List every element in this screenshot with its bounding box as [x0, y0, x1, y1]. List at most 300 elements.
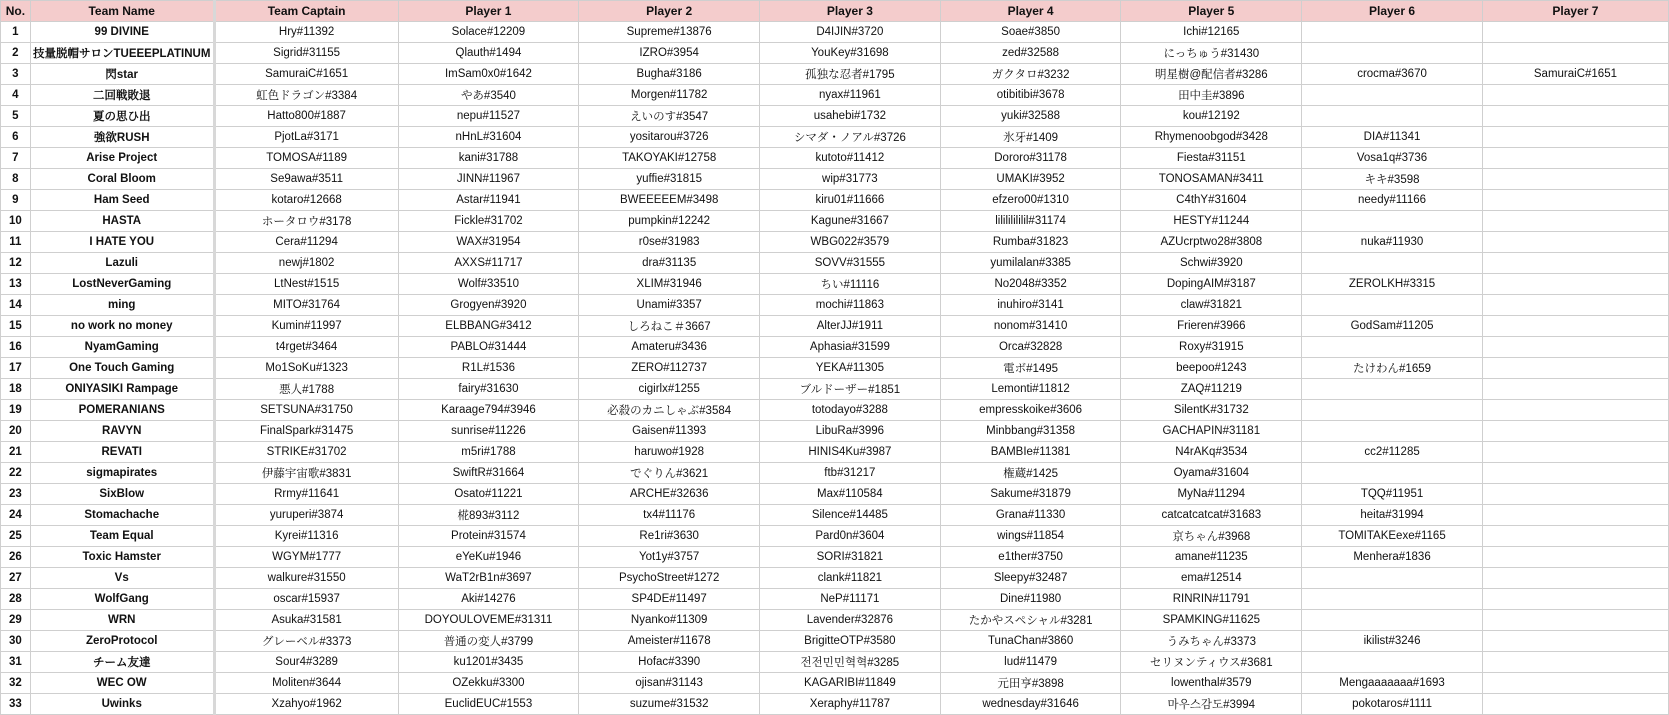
row-number: 7 [1, 148, 31, 169]
player-cell: 元田亨#3898 [940, 673, 1121, 694]
player-cell: Kagune#31667 [760, 211, 941, 232]
captain-cell: SETSUNA#31750 [214, 400, 398, 421]
row-number: 3 [1, 64, 31, 85]
player-cell [1302, 85, 1483, 106]
captain-cell: oscar#15937 [214, 589, 398, 610]
player-cell [1302, 295, 1483, 316]
player-cell: WBG022#3579 [760, 232, 941, 253]
player-cell [1302, 463, 1483, 484]
player-cell: Dororo#31178 [940, 148, 1121, 169]
player-cell: Gaisen#11393 [579, 421, 760, 442]
player-cell [1302, 211, 1483, 232]
player-cell: AlterJJ#1911 [760, 316, 941, 337]
column-header: Player 2 [579, 1, 760, 22]
player-cell: amane#11235 [1121, 547, 1302, 568]
player-cell [1482, 484, 1668, 505]
captain-cell: グレーベル#3373 [214, 631, 398, 652]
captain-cell: Moliten#3644 [214, 673, 398, 694]
team-name-cell: no work no money [30, 316, 214, 337]
captain-cell: Kyrei#11316 [214, 526, 398, 547]
player-cell: N4rAKq#3534 [1121, 442, 1302, 463]
team-name-cell: Toxic Hamster [30, 547, 214, 568]
player-cell: inuhiro#3141 [940, 295, 1121, 316]
team-name-cell: 99 DIVINE [30, 22, 214, 43]
player-cell [1482, 316, 1668, 337]
row-number: 33 [1, 694, 31, 715]
table-row [1, 379, 1669, 400]
table-row [1, 358, 1669, 379]
player-cell: 孤独な忍者#1795 [760, 64, 941, 85]
team-name-cell: 技量脱帽サロンTUEEEPLATINUM [30, 43, 214, 64]
player-cell [1482, 232, 1668, 253]
player-cell: dra#31135 [579, 253, 760, 274]
team-name-cell: チーム友達 [30, 652, 214, 673]
player-cell: WAX#31954 [398, 232, 579, 253]
player-cell: cc2#11285 [1302, 442, 1483, 463]
player-cell: pumpkin#12242 [579, 211, 760, 232]
table-row [1, 400, 1669, 421]
player-cell: DIA#11341 [1302, 127, 1483, 148]
player-cell: LibuRa#3996 [760, 421, 941, 442]
captain-cell: t4rget#3464 [214, 337, 398, 358]
player-cell: Lemonti#11812 [940, 379, 1121, 400]
captain-cell: Xzahyo#1962 [214, 694, 398, 715]
player-cell: ELBBANG#3412 [398, 316, 579, 337]
column-header: Player 6 [1302, 1, 1483, 22]
column-header: Player 7 [1482, 1, 1668, 22]
player-cell: ARCHE#32636 [579, 484, 760, 505]
player-cell: EuclidEUC#1553 [398, 694, 579, 715]
player-cell: eYeKu#1946 [398, 547, 579, 568]
captain-cell: yuruperi#3874 [214, 505, 398, 526]
player-cell: ftb#31217 [760, 463, 941, 484]
captain-cell: Hry#11392 [214, 22, 398, 43]
player-cell [1482, 22, 1668, 43]
player-cell: C4thY#31604 [1121, 190, 1302, 211]
player-cell: nonom#31410 [940, 316, 1121, 337]
player-cell [1482, 379, 1668, 400]
table-body [1, 22, 1669, 715]
column-header: No. [1, 1, 31, 22]
captain-cell: Sour4#3289 [214, 652, 398, 673]
player-cell: AZUcrptwo28#3808 [1121, 232, 1302, 253]
table-row [1, 274, 1669, 295]
player-cell: ZERO#112737 [579, 358, 760, 379]
captain-cell: ホータロウ#3178 [214, 211, 398, 232]
player-cell: suzume#31532 [579, 694, 760, 715]
player-cell: 普通の変人#3799 [398, 631, 579, 652]
player-cell [1482, 463, 1668, 484]
table-row [1, 295, 1669, 316]
player-cell: m5ri#1788 [398, 442, 579, 463]
player-cell: kou#12192 [1121, 106, 1302, 127]
captain-cell: Cera#11294 [214, 232, 398, 253]
player-cell [1482, 673, 1668, 694]
player-cell [1482, 43, 1668, 64]
player-cell [1482, 400, 1668, 421]
player-cell: crocma#3670 [1302, 64, 1483, 85]
row-number: 9 [1, 190, 31, 211]
player-cell: 田中圭#3896 [1121, 85, 1302, 106]
player-cell: ZEROLKH#3315 [1302, 274, 1483, 295]
player-cell [1302, 106, 1483, 127]
player-cell [1482, 589, 1668, 610]
team-name-cell: Arise Project [30, 148, 214, 169]
table-row [1, 505, 1669, 526]
player-cell: RINRIN#11791 [1121, 589, 1302, 610]
player-cell: zed#32588 [940, 43, 1121, 64]
team-name-cell: sigmapirates [30, 463, 214, 484]
captain-cell: SamuraiC#1651 [214, 64, 398, 85]
player-cell: Fickle#31702 [398, 211, 579, 232]
player-cell: Aki#14276 [398, 589, 579, 610]
table-row [1, 211, 1669, 232]
player-cell: yuffie#31815 [579, 169, 760, 190]
player-cell: nepu#11527 [398, 106, 579, 127]
column-header: Team Captain [214, 1, 398, 22]
player-cell: ojisan#31143 [579, 673, 760, 694]
team-name-cell: Uwinks [30, 694, 214, 715]
player-cell: 氷牙#1409 [940, 127, 1121, 148]
player-cell: e1ther#3750 [940, 547, 1121, 568]
player-cell [1482, 190, 1668, 211]
player-cell: mochi#11863 [760, 295, 941, 316]
player-cell: wip#31773 [760, 169, 941, 190]
player-cell: シマダ・ノアル#3726 [760, 127, 941, 148]
table-row [1, 232, 1669, 253]
player-cell [1302, 589, 1483, 610]
captain-cell: Kumin#11997 [214, 316, 398, 337]
player-cell [1482, 694, 1668, 715]
table-row [1, 631, 1669, 652]
player-cell: TONOSAMAN#3411 [1121, 169, 1302, 190]
captain-cell: Se9awa#3511 [214, 169, 398, 190]
captain-cell: 悪人#1788 [214, 379, 398, 400]
player-cell [1302, 568, 1483, 589]
player-cell: R1L#1536 [398, 358, 579, 379]
player-cell: YouKey#31698 [760, 43, 941, 64]
team-name-cell: WRN [30, 610, 214, 631]
team-name-cell: 強欲RUSH [30, 127, 214, 148]
team-name-cell: Coral Bloom [30, 169, 214, 190]
row-number: 14 [1, 295, 31, 316]
player-cell: lowenthal#3579 [1121, 673, 1302, 694]
player-cell [1302, 652, 1483, 673]
player-cell: kani#31788 [398, 148, 579, 169]
player-cell: heita#31994 [1302, 505, 1483, 526]
team-name-cell: LostNeverGaming [30, 274, 214, 295]
captain-cell: TOMOSA#1189 [214, 148, 398, 169]
player-cell: TunaChan#3860 [940, 631, 1121, 652]
player-cell: Rhymenoobgod#3428 [1121, 127, 1302, 148]
team-name-cell: NyamGaming [30, 337, 214, 358]
player-cell: haruwo#1928 [579, 442, 760, 463]
player-cell: fairy#31630 [398, 379, 579, 400]
player-cell: KAGARIBI#11849 [760, 673, 941, 694]
row-number: 20 [1, 421, 31, 442]
team-name-cell: Team Equal [30, 526, 214, 547]
row-number: 26 [1, 547, 31, 568]
player-cell: Max#110584 [760, 484, 941, 505]
player-cell [1482, 505, 1668, 526]
row-number: 17 [1, 358, 31, 379]
row-number: 28 [1, 589, 31, 610]
captain-cell: PjotLa#3171 [214, 127, 398, 148]
player-cell: Dine#11980 [940, 589, 1121, 610]
player-cell: GACHAPIN#31181 [1121, 421, 1302, 442]
player-cell: Silence#14485 [760, 505, 941, 526]
player-cell: Ichi#12165 [1121, 22, 1302, 43]
player-cell: Vosa1q#3736 [1302, 148, 1483, 169]
table-row [1, 316, 1669, 337]
player-cell: Roxy#31915 [1121, 337, 1302, 358]
player-cell: PsychoStreet#1272 [579, 568, 760, 589]
player-cell: Lavender#32876 [760, 610, 941, 631]
player-cell: Unami#3357 [579, 295, 760, 316]
player-cell: usahebi#1732 [760, 106, 941, 127]
table-row [1, 148, 1669, 169]
player-cell: Aphasia#31599 [760, 337, 941, 358]
table-row [1, 421, 1669, 442]
player-cell: Solace#12209 [398, 22, 579, 43]
captain-cell: Rrmy#11641 [214, 484, 398, 505]
player-cell: sunrise#11226 [398, 421, 579, 442]
captain-cell: MITO#31764 [214, 295, 398, 316]
player-cell [1482, 169, 1668, 190]
captain-cell: Sigrid#31155 [214, 43, 398, 64]
player-cell: 마우스감도#3994 [1121, 694, 1302, 715]
player-cell [1302, 337, 1483, 358]
player-cell [1482, 106, 1668, 127]
player-cell: TOMITAKEexe#1165 [1302, 526, 1483, 547]
player-cell: Protein#31574 [398, 526, 579, 547]
player-cell: IZRO#3954 [579, 43, 760, 64]
player-cell: Hofac#3390 [579, 652, 760, 673]
player-cell: Wolf#33510 [398, 274, 579, 295]
player-cell: ちい#11116 [760, 274, 941, 295]
player-cell: YEKA#11305 [760, 358, 941, 379]
player-cell: nHnL#31604 [398, 127, 579, 148]
player-cell [1482, 358, 1668, 379]
player-cell: GodSam#11205 [1302, 316, 1483, 337]
team-name-cell: SixBlow [30, 484, 214, 505]
player-cell: Nyanko#11309 [579, 610, 760, 631]
captain-cell: Hatto800#1887 [214, 106, 398, 127]
player-cell: Astar#11941 [398, 190, 579, 211]
team-name-cell: Lazuli [30, 253, 214, 274]
player-cell: Morgen#11782 [579, 85, 760, 106]
row-number: 2 [1, 43, 31, 64]
player-cell [1482, 337, 1668, 358]
player-cell: Mengaaaaaaa#1693 [1302, 673, 1483, 694]
captain-cell: kotaro#12668 [214, 190, 398, 211]
player-cell: 明星樹@配信者#3286 [1121, 64, 1302, 85]
team-name-cell: 二回戦敗退 [30, 85, 214, 106]
row-number: 6 [1, 127, 31, 148]
player-cell: efzero00#1310 [940, 190, 1121, 211]
player-cell: PABLO#31444 [398, 337, 579, 358]
player-cell: ガクタロ#3232 [940, 64, 1121, 85]
player-cell [1482, 295, 1668, 316]
table-row [1, 610, 1669, 631]
captain-cell: Mo1SoKu#1323 [214, 358, 398, 379]
row-number: 10 [1, 211, 31, 232]
player-cell: 椛893#3112 [398, 505, 579, 526]
team-name-cell: 閃star [30, 64, 214, 85]
player-cell [1482, 568, 1668, 589]
player-cell: DOYOULOVEME#31311 [398, 610, 579, 631]
player-cell: Bugha#3186 [579, 64, 760, 85]
player-cell: ZAQ#11219 [1121, 379, 1302, 400]
player-cell: たけわん#1659 [1302, 358, 1483, 379]
player-cell: Fiesta#31151 [1121, 148, 1302, 169]
team-name-cell: ONIYASIKI Rampage [30, 379, 214, 400]
player-cell: HINIS4Ku#3987 [760, 442, 941, 463]
table-row [1, 85, 1669, 106]
player-cell: AXXS#11717 [398, 253, 579, 274]
player-cell [1302, 379, 1483, 400]
player-cell: clank#11821 [760, 568, 941, 589]
player-cell: Sakume#31879 [940, 484, 1121, 505]
team-name-cell: ZeroProtocol [30, 631, 214, 652]
row-number: 18 [1, 379, 31, 400]
row-number: 24 [1, 505, 31, 526]
player-cell: Menhera#1836 [1302, 547, 1483, 568]
player-cell: にっちゅう#31430 [1121, 43, 1302, 64]
player-cell [1482, 526, 1668, 547]
table-row [1, 547, 1669, 568]
row-number: 23 [1, 484, 31, 505]
row-number: 12 [1, 253, 31, 274]
row-number: 4 [1, 85, 31, 106]
column-header: Player 5 [1121, 1, 1302, 22]
player-cell: しろねこ＃3667 [579, 316, 760, 337]
player-cell: SilentK#31732 [1121, 400, 1302, 421]
table-row [1, 526, 1669, 547]
team-name-cell: WolfGang [30, 589, 214, 610]
row-number: 25 [1, 526, 31, 547]
player-cell: NeP#11171 [760, 589, 941, 610]
row-number: 21 [1, 442, 31, 463]
row-number: 11 [1, 232, 31, 253]
player-cell: 전전민민혁혁#3285 [760, 652, 941, 673]
row-number: 27 [1, 568, 31, 589]
table-row [1, 337, 1669, 358]
row-number: 13 [1, 274, 31, 295]
player-cell: needy#11166 [1302, 190, 1483, 211]
player-cell: ema#12514 [1121, 568, 1302, 589]
team-name-cell: RAVYN [30, 421, 214, 442]
team-name-cell: I HATE YOU [30, 232, 214, 253]
row-number: 19 [1, 400, 31, 421]
player-cell: Grana#11330 [940, 505, 1121, 526]
team-name-cell: POMERANIANS [30, 400, 214, 421]
player-cell: SP4DE#11497 [579, 589, 760, 610]
player-cell: 権蔵#1425 [940, 463, 1121, 484]
player-cell: Rumba#31823 [940, 232, 1121, 253]
player-cell: TQQ#11951 [1302, 484, 1483, 505]
captain-cell: WGYM#1777 [214, 547, 398, 568]
player-cell: えいのす#3547 [579, 106, 760, 127]
player-cell: ikilist#3246 [1302, 631, 1483, 652]
table-row [1, 253, 1669, 274]
player-cell: OZekku#3300 [398, 673, 579, 694]
player-cell: lilililililil#31174 [940, 211, 1121, 232]
player-cell [1482, 631, 1668, 652]
player-cell [1482, 547, 1668, 568]
player-cell: ImSam0x0#1642 [398, 64, 579, 85]
player-cell: Soae#3850 [940, 22, 1121, 43]
player-cell: D4IJIN#3720 [760, 22, 941, 43]
player-cell: totodayo#3288 [760, 400, 941, 421]
player-cell [1482, 274, 1668, 295]
player-cell: やあ#3540 [398, 85, 579, 106]
player-cell: Xeraphy#11787 [760, 694, 941, 715]
player-cell: kutoto#11412 [760, 148, 941, 169]
player-cell: SOVV#31555 [760, 253, 941, 274]
player-cell: DopingAIM#3187 [1121, 274, 1302, 295]
player-cell: Grogyen#3920 [398, 295, 579, 316]
player-cell: tx4#11176 [579, 505, 760, 526]
player-cell: Frieren#3966 [1121, 316, 1302, 337]
player-cell: cigirlx#1255 [579, 379, 760, 400]
table-row [1, 484, 1669, 505]
table-row [1, 694, 1669, 715]
player-cell: ブルドーザー#1851 [760, 379, 941, 400]
table-row [1, 169, 1669, 190]
team-name-cell: Stomachache [30, 505, 214, 526]
table-row [1, 568, 1669, 589]
team-name-cell: Vs [30, 568, 214, 589]
row-number: 16 [1, 337, 31, 358]
table-row [1, 43, 1669, 64]
player-cell: うみちゃん#3373 [1121, 631, 1302, 652]
team-name-cell: One Touch Gaming [30, 358, 214, 379]
player-cell: SamuraiC#1651 [1482, 64, 1668, 85]
player-cell [1482, 442, 1668, 463]
table-row [1, 22, 1669, 43]
captain-cell: LtNest#1515 [214, 274, 398, 295]
player-cell: BWEEEEEM#3498 [579, 190, 760, 211]
player-cell: Osato#11221 [398, 484, 579, 505]
player-cell: セリヌンティウス#3681 [1121, 652, 1302, 673]
captain-cell: walkure#31550 [214, 568, 398, 589]
table-row [1, 442, 1669, 463]
player-cell: 電ボ#1495 [940, 358, 1121, 379]
player-cell: yuki#32588 [940, 106, 1121, 127]
player-cell: BrigitteOTP#3580 [760, 631, 941, 652]
team-name-cell: 夏の思ひ出 [30, 106, 214, 127]
player-cell: kiru01#11666 [760, 190, 941, 211]
player-cell: JINN#11967 [398, 169, 579, 190]
player-cell: でぐりん#3621 [579, 463, 760, 484]
player-cell: Karaage794#3946 [398, 400, 579, 421]
column-header: Player 3 [760, 1, 941, 22]
player-cell: HESTY#11244 [1121, 211, 1302, 232]
player-cell [1302, 421, 1483, 442]
table-row [1, 106, 1669, 127]
column-header: Team Name [30, 1, 214, 22]
player-cell: Oyama#31604 [1121, 463, 1302, 484]
player-cell [1482, 610, 1668, 631]
player-cell [1482, 127, 1668, 148]
player-cell: SwiftR#31664 [398, 463, 579, 484]
table-row [1, 463, 1669, 484]
player-cell [1482, 652, 1668, 673]
column-header: Player 1 [398, 1, 579, 22]
table-row [1, 64, 1669, 85]
team-name-cell: HASTA [30, 211, 214, 232]
